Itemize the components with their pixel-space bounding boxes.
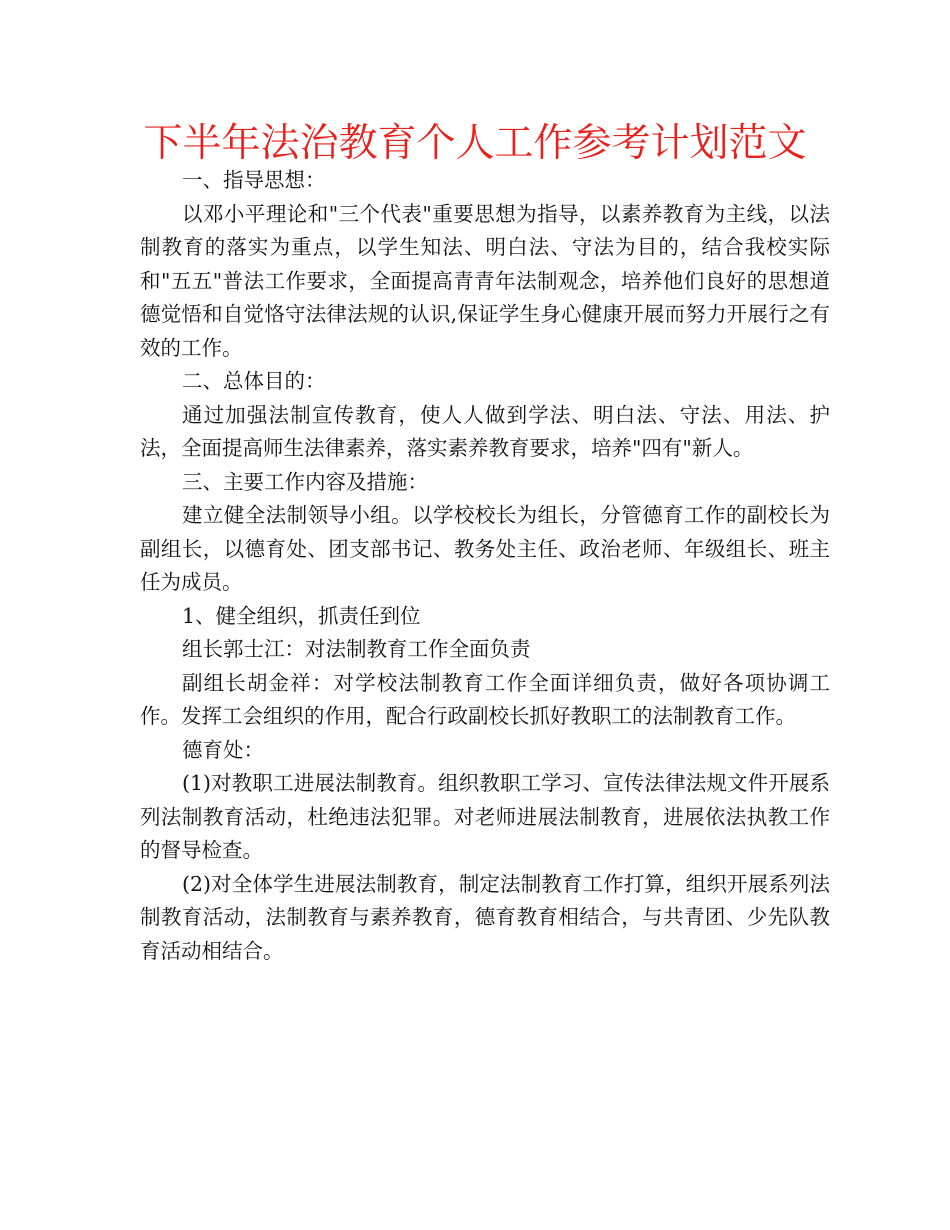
document-title: 下半年法治教育个人工作参考计划范文 bbox=[143, 121, 807, 166]
paragraph-guiding-thought: 以邓小平理论和"三个代表"重要思想为指导，以素养教育为主线，以法制教育的落实为重点，以学生知法、明白法、守法为目的，结合我校实际和"五五"普法工作要求，全面提高青青年法制观念，培养他们良好的思想道德觉悟和自觉恪守法律法规的认识,保证学生身心健康开展而努力开展行之有效的工作。 bbox=[140, 201, 830, 360]
subheading-organization: 1、健全组织，抓责任到位 bbox=[182, 603, 421, 628]
paragraph-overall-goal: 通过加强法制宣传教育，使人人做到学法、明白法、守法、用法、护法，全面提高师生法律素养，落实素养教育要求，培养"四有"新人。 bbox=[140, 402, 830, 460]
paragraph-group-leader: 组长郭士江：对法制教育工作全面负责 bbox=[182, 637, 531, 661]
paragraph-deputy-leader: 副组长胡金祥：对学校法制教育工作全面详细负责，做好各项协调工作。发挥工会组织的作用，配合行政副校长抓好教职工的法制教育工作。 bbox=[140, 670, 830, 728]
subheading-moral-education-office: 德育处： bbox=[182, 737, 264, 762]
section-heading-overall-goal: 二、总体目的： bbox=[182, 369, 326, 393]
paragraph-staff-education: (1)对教职工进展法制教育。组织教职工学习、宣传法律法规文件开展系列法制教育活动，杜绝违法犯罪。对老师进展法制教育，进展依法执教工作的督导检查。 bbox=[140, 771, 830, 862]
document-body bbox=[140, 164, 830, 968]
section-heading-main-work: 三、主要工作内容及措施： bbox=[182, 469, 428, 494]
paragraph-student-education: (2)对全体学生进展法制教育，制定法制教育工作打算，组织开展系列法制教育活动，法制教育与素养教育，德育教育相结合，与共青团、少先队教育活动相结合。 bbox=[140, 871, 830, 963]
section-heading-guiding-thought: 一、指导思想： bbox=[182, 168, 326, 192]
paragraph-leadership-group: 建立健全法制领导小组。以学校校长为组长，分管德育工作的副校长为副组长，以德育处、团支部书记、教务处主任、政治老师、年级组长、班主任为成员。 bbox=[140, 503, 830, 594]
